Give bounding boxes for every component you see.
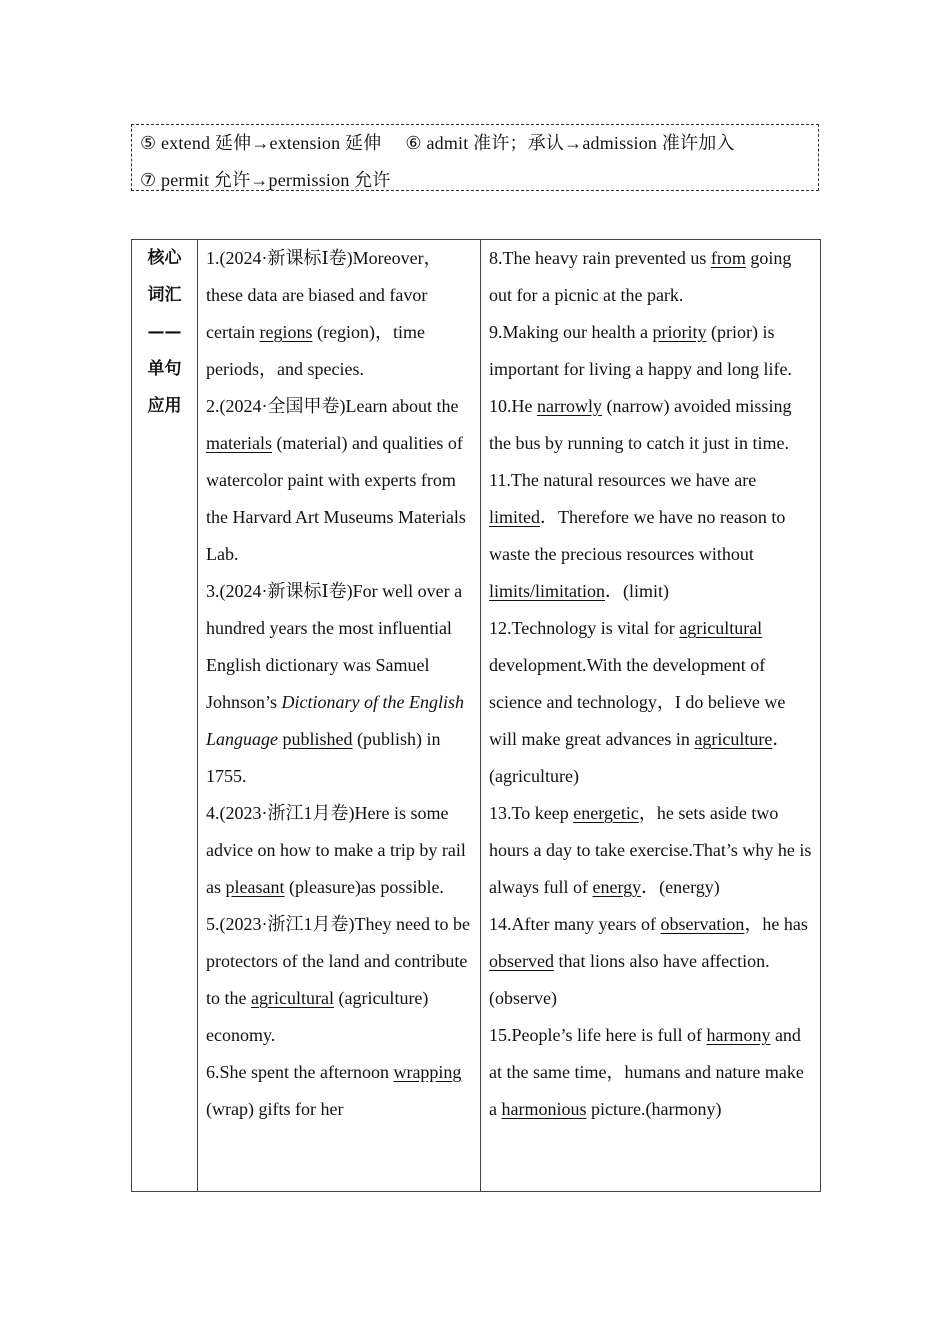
sentence-8: 8.The heavy rain prevented us from going out for a picnic at the park.: [489, 248, 792, 305]
answer: energetic: [573, 803, 639, 823]
category-cell: [132, 240, 198, 1192]
answer: pleasant: [225, 877, 285, 897]
answer: agricultural: [679, 618, 763, 638]
sentence-2: 2.(2024·全国甲卷)Learn about the materials (material) and qualities of watercolor paint with experts from the Harvard Art Museums Materials Lab.: [206, 396, 466, 564]
sentence-12: 12.Technology is vital for agricultural development.With the development of science and technology，I do believe we will make great advances in agriculture．(agriculture): [489, 618, 791, 786]
word-item-6: ⑥ admit 准许；承认→admission 准许加入: [405, 133, 735, 153]
answer: priority: [652, 322, 707, 342]
word-box-line-2: [140, 166, 391, 192]
answer: from: [710, 248, 746, 268]
sentence-15: 15.People’s life here is full of harmony and at the same time，humans and nature make a harmonious picture.(harmony): [489, 1025, 804, 1119]
answer: limits/limitation: [489, 581, 606, 601]
category-line: 词汇: [147, 285, 182, 305]
answer: wrapping: [393, 1062, 462, 1082]
category-line: ——: [147, 322, 182, 342]
category-line: 单句: [147, 359, 182, 379]
answer: agricultural: [251, 988, 334, 1008]
answer: regions: [259, 322, 313, 342]
sentence-14: 14.After many years of observation，he has observed that lions also have affection.(observe): [489, 914, 808, 1008]
sentence-1: 1.(2024·新课标Ⅰ卷)Moreover，these data are biased and favor certain regions (region)，time periods，and species.: [206, 248, 442, 379]
exercise-table: [131, 239, 821, 1192]
answer: published: [282, 729, 353, 749]
category-line: 核心: [147, 248, 182, 268]
book-title: Dictionary of the English Language: [206, 692, 464, 749]
word-item-7: ⑦ permit 允许→permission 允许: [140, 170, 391, 190]
sentence-9: 9.Making our health a priority (prior) is important for living a happy and long life.: [489, 322, 792, 379]
word-item-5: ⑤ extend 延伸→extension 延伸: [140, 133, 382, 153]
answer: narrowly: [537, 396, 602, 416]
sentence-13: 13.To keep energetic，he sets aside two hours a day to take exercise.That’s why he is always full of energy．(energy): [489, 803, 812, 897]
word-formation-box: [131, 124, 819, 191]
left-sentences-cell: [198, 240, 481, 1192]
sentence-3: 3.(2024·新课标Ⅰ卷)For well over a hundred years the most influential English dictionary was Samuel Johnson’s Dictionary of the English Language published (publish) in 1755.: [206, 581, 464, 786]
answer: harmonious: [501, 1099, 587, 1119]
answer: agriculture: [694, 729, 773, 749]
word-box-line-1: [140, 129, 735, 155]
answer: limited: [489, 507, 540, 527]
sentence-6: 6.She spent the afternoon wrapping (wrap) gifts for her: [206, 1062, 462, 1119]
answer: materials: [206, 433, 272, 453]
answer: observation: [660, 914, 745, 934]
sentence-10: 10.He narrowly (narrow) avoided missing the bus by running to catch it just in time.: [489, 396, 792, 453]
sentence-5: 5.(2023·浙江1月卷)They need to be protectors of the land and contribute to the agricultural (agriculture) economy.: [206, 914, 470, 1045]
answer: observed: [489, 951, 554, 971]
answer: energy: [592, 877, 642, 897]
sentence-4: 4.(2023·浙江1月卷)Here is some advice on how to make a trip by rail as pleasant (pleasure)as possible.: [206, 803, 466, 897]
answer: harmony: [706, 1025, 771, 1045]
right-sentences-cell: [481, 240, 821, 1192]
sentence-11: 11.The natural resources we have are limited．Therefore we have no reason to waste the precious resources without limits/limitation．(limit): [489, 470, 786, 601]
category-line: 应用: [147, 396, 182, 416]
